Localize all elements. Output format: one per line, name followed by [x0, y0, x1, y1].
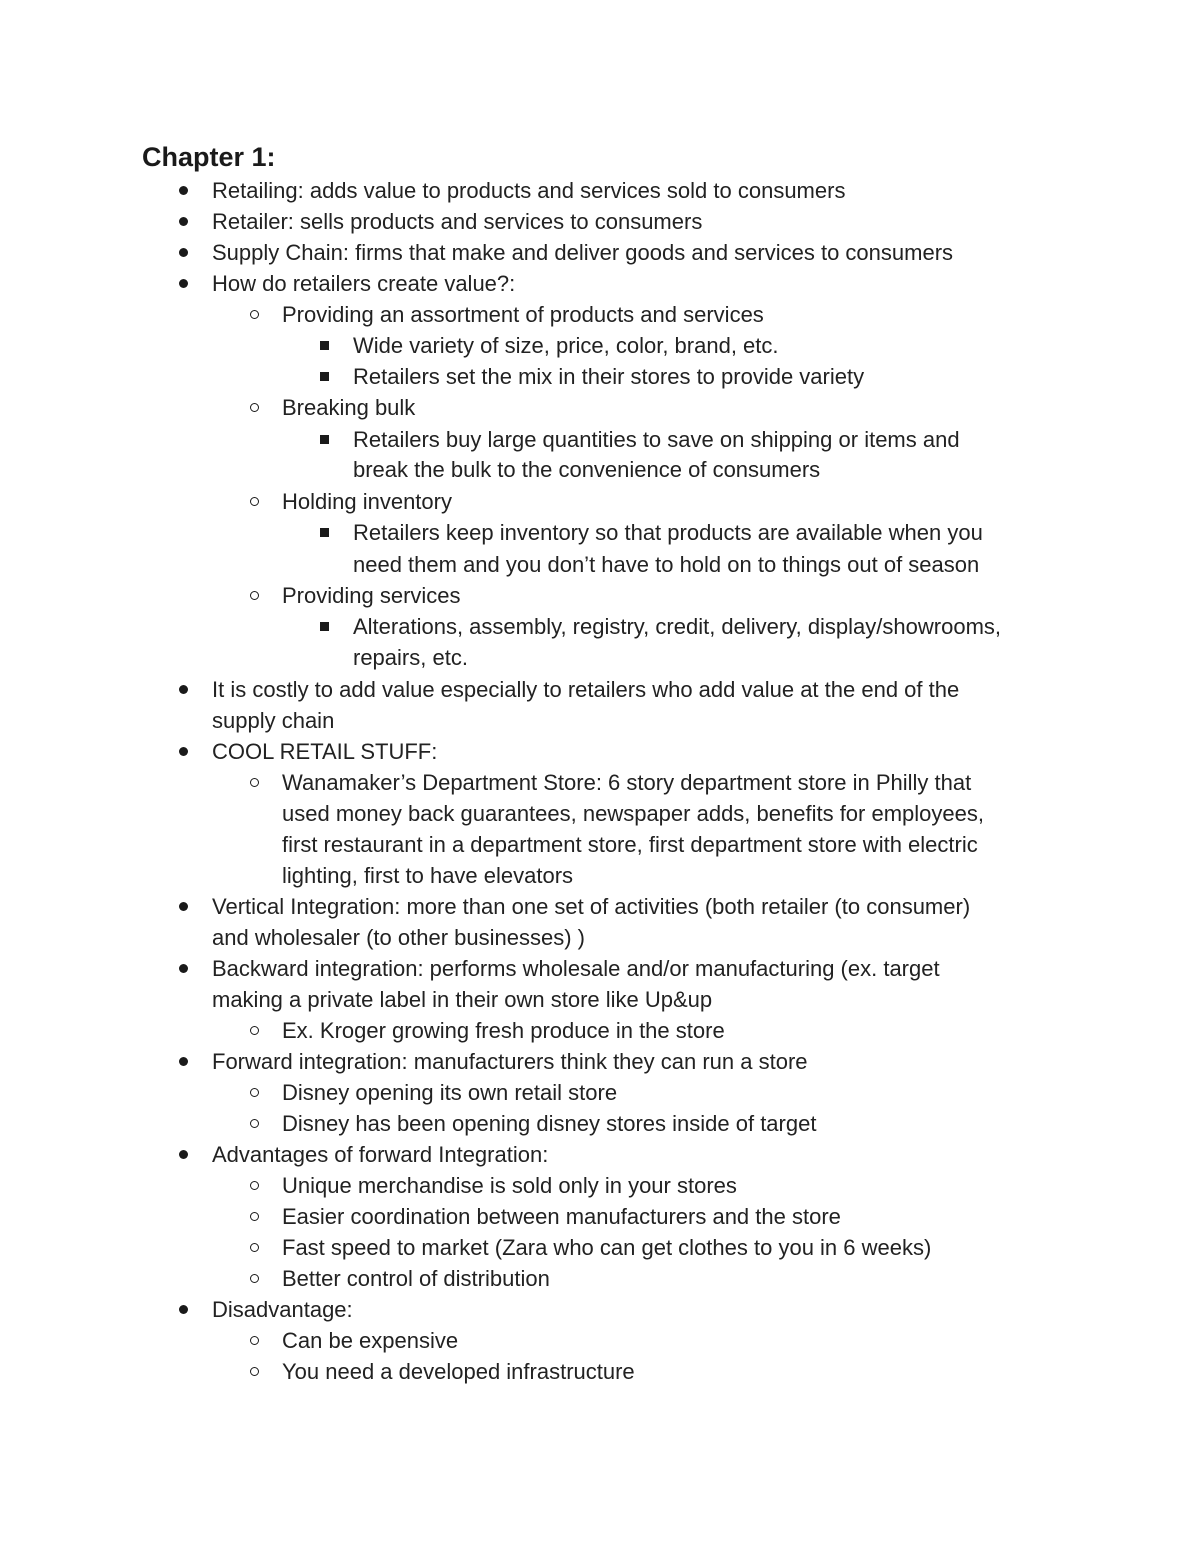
sub-bullet-item [282, 1108, 816, 1139]
bullet-text: Unique merchandise is sold only in your stores [282, 1173, 737, 1198]
bullet-text: Retailer: sells products and services to consumers [212, 209, 703, 234]
bullet-text: making a private label in their own store like Up&up [212, 987, 713, 1012]
sub-sub-bullet-item [353, 611, 1001, 642]
bullet-item [212, 1139, 548, 1170]
bullet-item [212, 175, 845, 206]
bullet-text: Backward integration: performs wholesale and/or manufacturing (ex. target [212, 956, 940, 981]
bullet-circle-icon [250, 310, 259, 319]
sub-bullet-item [282, 1077, 617, 1108]
bullet-text: supply chain [212, 708, 335, 733]
bullet-circle-icon [250, 1212, 259, 1221]
bullet-text: repairs, etc. [353, 645, 468, 670]
bullet-text: need them and you don’t have to hold on to things out of season [353, 552, 980, 577]
bullet-disc-icon [179, 248, 188, 257]
sub-bullet-item [282, 392, 415, 423]
bullet-circle-icon [250, 1181, 259, 1190]
bullet-text: COOL RETAIL STUFF: [212, 739, 438, 764]
bullet-disc-icon [179, 685, 188, 694]
bullet-disc-icon [179, 279, 188, 288]
bullet-text: Retailers buy large quantities to save on shipping or items and [353, 427, 960, 452]
bullet-circle-icon [250, 1026, 259, 1035]
bullet-text: break the bulk to the convenience of consumers [353, 457, 821, 482]
sub-sub-bullet-item [353, 361, 864, 392]
sub-bullet-item [282, 767, 971, 798]
bullet-circle-icon [250, 403, 259, 412]
sub-bullet-item [282, 1325, 458, 1356]
bullet-circle-icon [250, 1088, 259, 1097]
bullet-item [212, 206, 702, 237]
sub-bullet-item [282, 1170, 737, 1201]
bullet-circle-icon [250, 591, 259, 600]
bullet-disc-icon [179, 186, 188, 195]
bullet-square-icon [320, 622, 329, 631]
bullet-square-icon [320, 372, 329, 381]
bullet-text: Fast speed to market (Zara who can get clothes to you in 6 weeks) [282, 1235, 932, 1260]
bullet-item [212, 1046, 808, 1077]
bullet-text: Disadvantage: [212, 1297, 353, 1322]
bullet-text: Easier coordination between manufacturers and the store [282, 1204, 841, 1229]
bullet-circle-icon [250, 1243, 259, 1252]
bullet-text: Better control of distribution [282, 1266, 550, 1291]
bullet-item [212, 953, 940, 984]
sub-bullet-item [282, 1356, 635, 1387]
bullet-continuation [282, 798, 984, 829]
bullet-square-icon [320, 435, 329, 444]
bullet-text: Ex. Kroger growing fresh produce in the store [282, 1018, 725, 1043]
bullet-continuation [212, 922, 585, 953]
bullet-text: Advantages of forward Integration: [212, 1142, 549, 1167]
bullet-item [212, 674, 959, 705]
sub-sub-bullet-item [353, 330, 779, 361]
bullet-text: and wholesaler (to other businesses) ) [212, 925, 585, 950]
sub-sub-bullet-item [353, 517, 983, 548]
bullet-text: Retailing: adds value to products and services sold to consumers [212, 178, 846, 203]
sub-bullet-item [282, 299, 764, 330]
bullet-text: How do retailers create value?: [212, 271, 516, 296]
bullet-text: used money back guarantees, newspaper adds, benefits for employees, [282, 801, 984, 826]
bullet-text: Supply Chain: firms that make and deliver goods and services to consumers [212, 240, 954, 265]
bullet-disc-icon [179, 747, 188, 756]
bullet-text: Providing services [282, 583, 461, 608]
bullet-square-icon [320, 341, 329, 350]
bullet-continuation [353, 454, 820, 485]
sub-bullet-item [282, 1015, 725, 1046]
bullet-continuation [282, 829, 978, 860]
bullet-item [212, 268, 515, 299]
bullet-text: Retailers keep inventory so that products are available when you [353, 520, 983, 545]
bullet-text: Disney opening its own retail store [282, 1080, 618, 1105]
bullet-text: Can be expensive [282, 1328, 459, 1353]
bullet-text: You need a developed infrastructure [282, 1359, 635, 1384]
sub-bullet-item [282, 486, 452, 517]
bullet-text: Providing an assortment of products and services [282, 302, 764, 327]
bullet-text: first restaurant in a department store, first department store with electric [282, 832, 978, 857]
bullet-text: Alterations, assembly, registry, credit, delivery, display/showrooms, [353, 614, 1002, 639]
bullet-disc-icon [179, 1305, 188, 1314]
bullet-text: Breaking bulk [282, 395, 416, 420]
bullet-square-icon [320, 528, 329, 537]
bullet-text: Wide variety of size, price, color, brand, etc. [353, 333, 779, 358]
bullet-text: lighting, first to have elevators [282, 863, 574, 888]
chapter-title: Chapter 1: [142, 142, 276, 172]
bullet-circle-icon [250, 1367, 259, 1376]
bullet-disc-icon [179, 964, 188, 973]
bullet-text: It is costly to add value especially to retailers who add value at the end of the [212, 677, 960, 702]
bullet-text: Disney has been opening disney stores inside of target [282, 1111, 817, 1136]
bullet-circle-icon [250, 1336, 259, 1345]
bullet-text: Wanamaker’s Department Store: 6 story department store in Philly that [282, 770, 972, 795]
bullet-circle-icon [250, 1119, 259, 1128]
sub-sub-bullet-item [353, 424, 960, 455]
bullet-disc-icon [179, 217, 188, 226]
bullet-disc-icon [179, 902, 188, 911]
sub-bullet-item [282, 1263, 550, 1294]
bullet-disc-icon [179, 1150, 188, 1159]
bullet-text: Vertical Integration: more than one set of activities (both retailer (to consumer) [212, 894, 971, 919]
bullet-text: Forward integration: manufacturers think they can run a store [212, 1049, 808, 1074]
bullet-text: Holding inventory [282, 489, 452, 514]
bullet-circle-icon [250, 497, 259, 506]
bullet-text: Retailers set the mix in their stores to provide variety [353, 364, 865, 389]
bullet-continuation [212, 984, 712, 1015]
bullet-circle-icon [250, 1274, 259, 1283]
sub-bullet-item [282, 1201, 841, 1232]
bullet-disc-icon [179, 1057, 188, 1066]
bullet-continuation [353, 642, 468, 673]
bullet-continuation [353, 549, 979, 580]
bullet-item [212, 1294, 353, 1325]
sub-bullet-item [282, 1232, 931, 1263]
bullet-continuation [212, 705, 334, 736]
bullet-item [212, 891, 970, 922]
bullet-item [212, 237, 953, 268]
bullet-continuation [282, 860, 573, 891]
bullet-item [212, 736, 437, 767]
sub-bullet-item [282, 580, 461, 611]
bullet-circle-icon [250, 778, 259, 787]
